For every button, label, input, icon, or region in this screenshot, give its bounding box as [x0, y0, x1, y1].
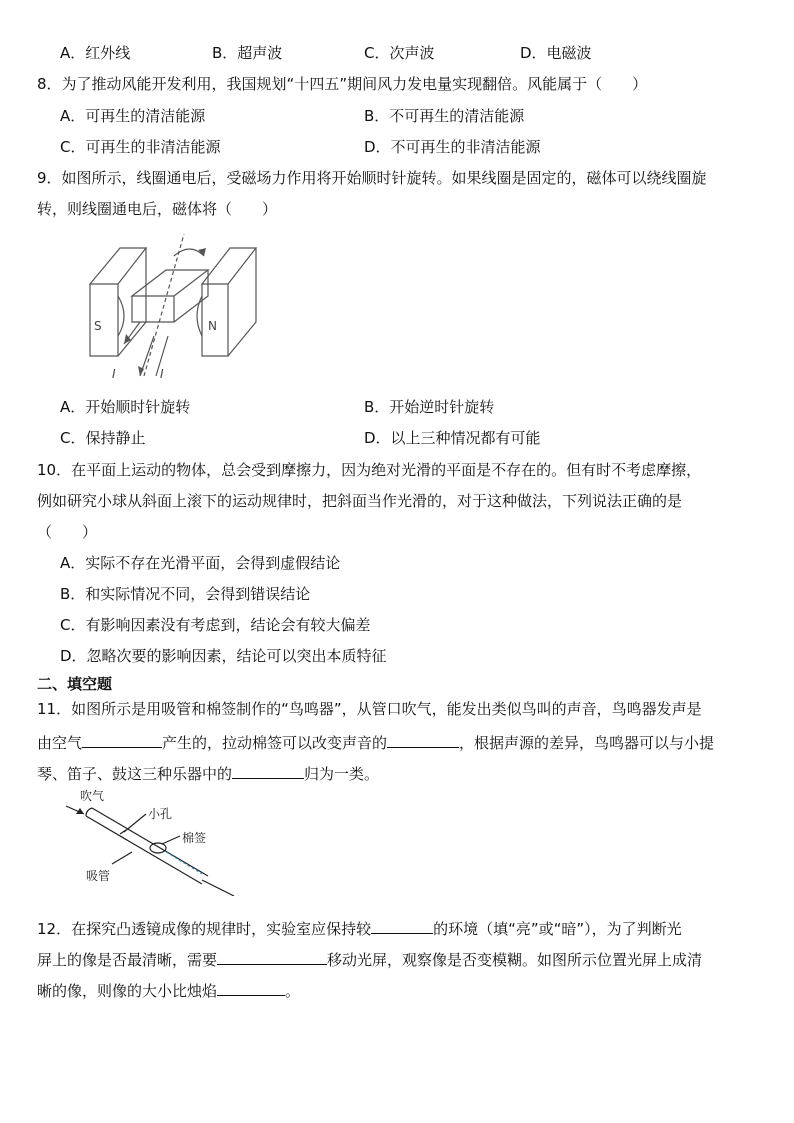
- q7-option-c: C．次声波: [364, 44, 435, 62]
- q10-stem-line3: （ ）: [37, 523, 98, 541]
- q8-option-a: A．可再生的清洁能源: [60, 107, 206, 125]
- q12-text-2a: 屏上的像是否最清晰，需要: [37, 951, 218, 969]
- q11-blank-1[interactable]: [82, 731, 162, 748]
- q7-option-a: A．红外线: [60, 44, 131, 62]
- q9-label-current-right: I: [160, 367, 164, 381]
- q11-label-hole: 小孔: [148, 807, 173, 821]
- q11-text-2c: ，根据声源的差异，鸟鸣器可以与小提: [459, 734, 715, 752]
- q10-option-b: B．和实际情况不同，会得到错误结论: [60, 585, 311, 603]
- q7-option-b: B．超声波: [212, 44, 283, 62]
- q11-text-3a: 琴、笛子、鼓这三种乐器中的: [37, 765, 233, 783]
- q8-option-d: D．不可再生的非清洁能源: [364, 138, 541, 156]
- q7-option-d: D．电磁波: [520, 44, 592, 62]
- q9-option-c: C．保持静止: [60, 429, 146, 447]
- q11-text-3b: 归为一类。: [304, 765, 380, 783]
- section-title-fill-in: 二、填空题: [37, 675, 113, 693]
- q11-label-blow: 吹气: [80, 789, 105, 803]
- q12-blank-3[interactable]: [217, 979, 285, 996]
- q12-text-1a: 12．在探究凸透镜成像的规律时，实验室应保持较: [37, 920, 372, 938]
- q9-motor-figure: [84, 226, 274, 384]
- q10-stem-line2: 例如研究小球从斜面上滚下的运动规律时，把斜面当作光滑的，对于这种做法，下列说法正确的是: [37, 492, 683, 510]
- q8-stem: 8．为了推动风能开发利用，我国规划“十四五”期间风力发电量实现翻倍。风能属于（ ）: [37, 75, 648, 93]
- q10-stem-line1: 10．在平面上运动的物体，总会受到摩擦力，因为绝对光滑的平面是不存在的。但有时不考虑摩擦，: [37, 461, 702, 479]
- q10-option-c: C．有影响因素没有考虑到，结论会有较大偏差: [60, 616, 371, 634]
- q12-text-3a: 晰的像，则像的大小比烛焰: [37, 982, 218, 1000]
- q9-label-s: S: [94, 319, 102, 333]
- q11-label-swab: 棉签: [182, 831, 207, 845]
- q12-text-1b: 的环境（填“亮”或“暗”），为了判断光: [433, 920, 682, 938]
- q11-blank-2[interactable]: [387, 731, 459, 748]
- q11-line3: [37, 762, 379, 784]
- q9-option-a: A．开始顺时针旋转: [60, 398, 191, 416]
- q9-stem-line2: 转，则线圈通电后，磁体将（ ）: [37, 200, 278, 218]
- q12-text-3b: 。: [285, 982, 301, 1000]
- q9-label-current-left: I: [112, 367, 116, 381]
- q9-option-d: D．以上三种情况都有可能: [364, 429, 541, 447]
- q12-line1: [37, 917, 682, 939]
- q12-line3: [37, 979, 300, 1001]
- q12-blank-1[interactable]: [371, 917, 433, 934]
- q12-line2: [37, 948, 702, 970]
- q11-text-2a: 由空气: [37, 734, 83, 752]
- q9-option-b: B．开始逆时针旋转: [364, 398, 495, 416]
- q12-blank-2[interactable]: [217, 948, 327, 965]
- q10-option-a: A．实际不存在光滑平面，会得到虚假结论: [60, 554, 341, 572]
- q11-line2: [37, 731, 714, 753]
- q10-option-d: D．忽略次要的影响因素，结论可以突出本质特征: [60, 647, 387, 665]
- q8-option-b: B．不可再生的清洁能源: [364, 107, 525, 125]
- q11-bird-whistle-figure: [62, 786, 252, 896]
- q11-label-straw: 吸管: [86, 869, 111, 883]
- q11-blank-3[interactable]: [232, 762, 304, 779]
- q11-text-2b: 产生的，拉动棉签可以改变声音的: [162, 734, 388, 752]
- q8-option-c: C．可再生的非清洁能源: [60, 138, 221, 156]
- q12-text-2b: 移动光屏，观察像是否变模糊。如图所示位置光屏上成清: [327, 951, 703, 969]
- q9-label-n: N: [208, 319, 217, 333]
- q9-stem-line1: 9．如图所示，线圈通电后，受磁场力作用将开始顺时针旋转。如果线圈是固定的，磁体可以绕线圈旋: [37, 169, 707, 187]
- q11-line1: 11．如图所示是用吸管和棉签制作的“鸟鸣器”，从管口吹气，能发出类似鸟叫的声音，鸟鸣器发声是: [37, 700, 702, 718]
